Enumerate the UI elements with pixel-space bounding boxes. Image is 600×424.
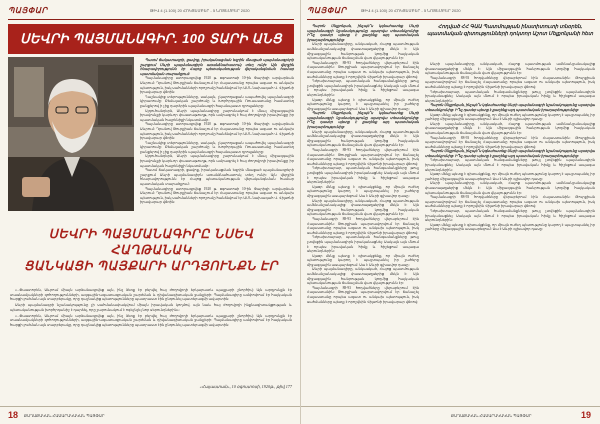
- right-header-rule: [307, 19, 595, 20]
- article-paragraph: Այդուհանդերձ, Սևրի պայմանագիրը շարունակում է մնալ միջազգային իրավունքի կարևոր փաստաթուղթ, որն ամրագրել է հայ ժողովրդի իրավունքը իր պատմական հայրենիքի նկատմամբ:: [140, 154, 294, 168]
- interview-paragraph: Պայմանագրի 88-93 հոդվածները վերաբերում էին Հայաստանին: Թուրքիան պարտավորվում էր ճանաչել Հայաստանը որպես ազատ ու անկախ պետություն, իսկ սահմանները պետք է որոշվեին Վիլսոնի իրավարար վճռով:: [425, 75, 595, 89]
- article-paragraph: Պայմանագիրը ստորագրվեց 1920 թ. օգոստոսի 10-ին Փարիզի արվարձան Սևրում: Դրանով Թուրքիան ճանաչում էր Հայաստանը որպես ազատ ու անկախ պետություն, իսկ սահմանների որոշումը հանձնվում էր ԱՄՆ նախագահ Վ. Վիլսոնի իրավարար վճռին:: [140, 122, 294, 141]
- interview-paragraph: Դժբախտաբար, պատմական հանգամանքները թույլ չտվեցին պայմանագիրն իրականացնել: Սակայն այն մնում է որպես իրավական հիմք և հիշեցում ապագա սերունդներին:: [425, 209, 595, 223]
- article-banner-title: ՍԵՎՐԻ ՊԱՅՄԱՆԱԳԻՐ. 100 ՏԱՐԻ ԱՆՑ: [8, 24, 294, 54]
- article-paragraph: Պատմ ճակատագրի, ցավոք, իրականացման եզրին մնացած պայմանագրերի շարքում Սևրի պայմանագիրն առանձնահատուկ տեղ ունի: Այն վերջին հնարավորությունն էր Հայոց պետականության վերականգնման համար պատմական տարածքում:: [140, 58, 294, 76]
- quote-paragraph: Սևրի պայմանագրի նշանակությունը չի սահմանափակվում միայն իրավական կողմով. այն նաև հայ ժողովրդի ինքնագիտակցության և պետականության խորհրդանիշ է դարձել, որը շարունակում է ոգեշնչել նոր սերունդներին»:: [10, 303, 292, 312]
- article-paragraph: Պատմ ճակատագրի, ցավոք, իրականացման եզրին մնացած պայմանագրերի շարքում Սևրի պայմանագիրն առանձնահատուկ տեղ ունի: Այն վերջին հնարավորությունն էր Հայոց պետականության վերականգնման համար պատմական տարածքում:: [140, 168, 294, 187]
- interview-paragraph: Սևրի պայմանագիրը, անկասկած, Հայոց պատմության ամենանշանակալից փաստաթղթերից մեկն է: Այն միջազգային հանրության կողմից հայկական պետականության ճանաչման վառ վկայությունն էր:: [307, 42, 419, 61]
- article-paragraph: Պայմանագիրը ստորագրվեց 1920 թ. օգոստոսի 10-ին Փարիզի արվարձան Սևրում: Դրանով Թուրքիան ճանաչում էր Հայաստանը որպես ազատ ու անկախ պետություն, իսկ սահմանների որոշումը հանձնվում էր ԱՄՆ նախագահ Վ. Վիլսոնի իրավարար վճռին:: [140, 76, 294, 95]
- article-paragraph: Պայմանագիրը ստորագրվեց 1920 թ. օգոստոսի 10-ին Փարիզի արվարձան Սևրում: Դրանով Թուրքիան ճանաչում էր Հայաստանը որպես ազատ ու անկախ պետություն, իսկ սահմանների որոշումը հանձնվում էր ԱՄՆ նախագահ Վ. Վիլսոնի իրավարար վճռին:: [140, 186, 294, 205]
- interview-paragraph: Սևրի պայմանագիրը, անկասկած, Հայոց պատմության ամենանշանակալից փաստաթղթերից մեկն է: Այն միջազգային հանրության կողմից հայկական պետականության ճանաչման վառ վկայությունն էր:: [307, 129, 419, 148]
- interview-paragraph: Պարոն Մելքոնյան, ինչպե՞ս կգնահատեք Սևրի պայմանագրի նշանակությունը այսօրվա տեսանկյունից: Ի՞նչ դասեր պետք է քաղենք այդ պատմական իրադարձությունից:: [307, 111, 419, 130]
- feature-headline: [8, 226, 294, 282]
- interview-paragraph: Պայմանագրի 88-93 հոդվածները վերաբերում էին Հայաստանին: Թուրքիան պարտավորվում էր ճանաչել Հայաստանը որպես ազատ ու անկախ պետություն, իսկ սահմանները պետք է որոշվեին Վիլսոնի իրավարար վճռով:: [307, 285, 419, 304]
- article-paragraph: Այդուհանդերձ, Սևրի պայմանագիրը շարունակում է մնալ միջազգային իրավունքի կարևոր փաստաթուղթ, որն ամրագրել է հայ ժողովրդի իրավունքը իր պատմական հայրենիքի նկատմամբ:: [140, 108, 294, 122]
- interview-paragraph: Պարոն Մելքոնյան, ինչպե՞ս կգնահատեք Սևրի պայմանագրի նշանակությունը այսօրվա տեսանկյունից: Ի՞նչ դասեր պետք է քաղենք այդ պատմական իրադարձությունից:: [425, 103, 595, 112]
- interview-paragraph: Պարոն Մելքոնյան, ինչպե՞ս կգնահատեք Սևրի պայմանագրի նշանակությունը այսօրվա տեսանկյունից: Ի՞նչ դասեր պետք է քաղենք այդ պատմական իրադարձությունից:: [307, 24, 419, 42]
- interview-paragraph: Դժբախտաբար, պատմական հանգամանքները թույլ չտվեցին պայմանագիրն իրականացնել: Սակայն այն մնում է որպես իրավական հիմք և հիշեցում ապագա սերունդներին:: [425, 89, 595, 103]
- left-header-rule: [8, 19, 294, 20]
- left-issue-line: ԹԻՎ 4 (1.100) 20 ՀՈԿՏԵՄԲԵՐ - 5 ՆՈՅԵՄԲԵՐ 2020: [150, 8, 250, 13]
- interview-paragraph: Պայմանագրի 88-93 հոդվածները վերաբերում էին Հայաստանին: Թուրքիան պարտավորվում էր ճանաչել Հայաստանը որպես ազատ ու անկախ պետություն, իսկ սահմանները պետք է որոշվեին Վիլսոնի իրավարար վճռով:: [425, 135, 595, 149]
- quote-paragraph: «...Փաստորեն, Սևրում միայն արձանագրվեց այն, ինչ ձեռք էր բերվել հայ ժողովրդի երկարատև պայքարի շնորհիվ: Այն արդյունքն էր տասնամյակների զոհողությունների, ազգային-ազատագրական շարժման և դիվանագիտական ջանքերի: Պայմանագիրը ամփոփում էր հայկական հարցի լուծման այն տարբերակը, որը դաշնակից պետությունները պատրաստ էին ընդունել պատերազմի ավարտին:: [10, 288, 292, 302]
- left-article-body: [140, 58, 294, 222]
- interview-paragraph: Պարոն Մելքոնյան, ինչպե՞ս կգնահատեք Սևրի պայմանագրի նշանակությունը այսօրվա տեսանկյունից: Ի՞նչ դասեր պետք է քաղենք այդ պատմական իրադարձությունից:: [425, 149, 595, 158]
- article-paragraph: Դաշնակից տերությունները, սակայն, չկարողացան ապահովել պայմանագրի կիրառումը: Քեմալական շարժումը և Խորհրդային Ռուսաստանը համատեղ ջանքերով ի չիք դարձրին պայմանագրի հայանպաստ դրույթները:: [140, 94, 294, 108]
- right-column-1: [307, 24, 419, 402]
- right-column-2: [425, 62, 595, 402]
- right-masthead: ՊԱՅՓԱՐ: [307, 6, 347, 15]
- interview-paragraph: Սևրի պայմանագիրը, անկասկած, Հայոց պատմության ամենանշանակալից փաստաթղթերից մեկն է: Այն միջազգային հանրության կողմից հայկական պետականության ճանաչման վառ վկայությունն էր:: [307, 198, 419, 217]
- feature-headline-line2: ՑԱՆԿԱՑԻ ՊԱՅՔԱՐԻ ԱՐԴՅՈՒՆՔՆ ԷՐ: [24, 259, 278, 273]
- interview-paragraph: Այսօր մենք պետք է գիտակցենք, որ միայն ուժեղ պետությունը կարող է պաշտպանել իր շահերը միջազգային ասպարեզում: Սա է Սևրի գլխավոր դասը:: [307, 97, 419, 111]
- quote-paragraph: «...Փաստորեն, Սևրում միայն արձանագրվեց այն, ինչ ձեռք էր բերվել հայ ժողովրդի երկարատև պայքարի շնորհիվ: Այն արդյունքն էր տասնամյակների զոհողությունների, ազգային-ազատագրական շարժման և դիվանագիտական ջանքերի: Պայմանագիրը ամփոփում էր հայկական հարցի լուծման այն տարբերակը, որը դաշնակից պետությունները պատրաստ էին ընդունել պատերազմի ավարտին:: [10, 313, 292, 327]
- interview-paragraph: Սևրի պայմանագիրը, անկասկած, Հայոց պատմության ամենանշանակալից փաստաթղթերից մեկն է: Այն միջազգային հանրության կողմից հայկական պետականության ճանաչման վառ վկայությունն էր:: [425, 121, 595, 135]
- left-masthead: ՊԱՅՓԱՐ: [8, 6, 48, 15]
- left-page-number: 18: [8, 410, 19, 420]
- interview-paragraph: Դժբախտաբար, պատմական հանգամանքները թույլ չտվեցին պայմանագիրն իրականացնել: Սակայն այն մնում է որպես իրավական հիմք և հիշեցում ապագա սերունդներին:: [307, 166, 419, 185]
- interview-paragraph: Պայմանագրի 88-93 հոդվածները վերաբերում էին Հայաստանին: Թուրքիան պարտավորվում էր ճանաչել Հայաստանը որպես ազատ ու անկախ պետություն, իսկ սահմանները պետք է որոշվեին Վիլսոնի իրավարար վճռով:: [307, 216, 419, 235]
- interview-paragraph: Այսօր մենք պետք է գիտակցենք, որ միայն ուժեղ պետությունը կարող է պաշտպանել իր շահերը միջազգային ասպարեզում: Սա է Սևրի գլխավոր դասը:: [425, 222, 595, 232]
- feature-headline-line1: ՍԵՎՐԻ ՊԱՅՄԱՆԱԳԻՐԸ ՆՍԵՎ ՀԱՂԹԱՆԱԿ: [48, 227, 254, 257]
- interview-paragraph: Պայմանագրի 88-93 հոդվածները վերաբերում էին Հայաստանին: Թուրքիան պարտավորվում էր ճանաչել Հայաստանը որպես ազատ ու անկախ պետություն, իսկ սահմանները պետք է որոշվեին Վիլսոնի իրավարար վճռով:: [425, 195, 595, 209]
- left-footer-text: ՔԱՂԱՔԱԿԱՆ-ՀԱՍԱՐԱԿԱԿԱՆ ՊԱՅՓԱՐ: [24, 413, 105, 418]
- interview-paragraph: Դժբախտաբար, պատմական հանգամանքները թույլ չտվեցին պայմանագիրն իրականացնել: Սակայն այն մնում է որպես իրավական հիմք և հիշեցում ապագա սերունդներին:: [425, 158, 595, 172]
- left-footer: [0, 406, 300, 420]
- interview-paragraph: Պայմանագրի 88-93 հոդվածները վերաբերում էին Հայաստանին: Թուրքիան պարտավորվում էր ճանաչել Հայաստանը որպես ազատ ու անկախ պետություն, իսկ սահմանները պետք է որոշվեին Վիլսոնի իրավարար վճռով:: [307, 148, 419, 166]
- interview-paragraph: Այսօր մենք պետք է գիտակցենք, որ միայն ուժեղ պետությունը կարող է պաշտպանել իր շահերը միջազգային ասպարեզում: Սա է Սևրի գլխավոր դասը:: [425, 112, 595, 122]
- interview-subhead: Հոդված ՀՀ ԳԱԱ Պատմության ինստիտուտի տնօրեն, պատմական գիտությունների դոկտոր Աշոտ Մելքոնյանի հետ: [426, 24, 593, 37]
- portrait-illustration: [8, 57, 134, 211]
- interview-paragraph: Դժբախտաբար, պատմական հանգամանքները թույլ չտվեցին պայմանագիրն իրականացնել: Սակայն այն մնում է որպես իրավական հիմք և հիշեցում ապագա սերունդներին:: [307, 79, 419, 97]
- interview-paragraph: Այսօր մենք պետք է գիտակցենք, որ միայն ուժեղ պետությունը կարող է պաշտպանել իր շահերը միջազգային ասպարեզում: Սա է Սևրի գլխավոր դասը:: [307, 253, 419, 267]
- interview-paragraph: Պայմանագրի 88-93 հոդվածները վերաբերում էին Հայաստանին: Թուրքիան պարտավորվում էր ճանաչել Հայաստանը որպես ազատ ու անկախ պետություն, իսկ սահմանները պետք է որոշվեին Վիլսոնի իրավարար վճռով:: [307, 60, 419, 79]
- quote-source: «Հայաստան», 10 օգոստոսի, 1920թ., թիվ 177: [199, 384, 292, 389]
- right-issue-line: ԹԻՎ 4 (1.100) 20 ՀՈԿՏԵՄԲԵՐ - 5 ՆՈՅԵՄԲԵՐ 2020: [361, 8, 461, 13]
- interview-paragraph: Դժբախտաբար, պատմական հանգամանքները թույլ չտվեցին պայմանագիրն իրականացնել: Սակայն այն մնում է որպես իրավական հիմք և հիշեցում ապագա սերունդներին:: [307, 235, 419, 254]
- interview-paragraph: Այսօր մենք պետք է գիտակցենք, որ միայն ուժեղ պետությունը կարող է պաշտպանել իր շահերը միջազգային ասպարեզում: Սա է Սևրի գլխավոր դասը:: [307, 184, 419, 198]
- right-page: [300, 0, 600, 424]
- interview-paragraph: Սևրի պայմանագիրը, անկասկած, Հայոց պատմության ամենանշանակալից փաստաթղթերից մեկն է: Այն միջազգային հանրության կողմից հայկական պետականության ճանաչման վառ վկայությունն էր:: [307, 267, 419, 286]
- quote-block: [10, 288, 292, 396]
- interview-paragraph: Սևրի պայմանագիրը, անկասկած, Հայոց պատմության ամենանշանակալից փաստաթղթերից մեկն է: Այն միջազգային հանրության կողմից հայկական պետականության ճանաչման վառ վկայությունն էր:: [425, 62, 595, 76]
- author-photo: [8, 57, 134, 211]
- interview-paragraph: Այսօր մենք պետք է գիտակցենք, որ միայն ուժեղ պետությունը կարող է պաշտպանել իր շահերը միջազգային ասպարեզում: Սա է Սևրի գլխավոր դասը:: [425, 172, 595, 181]
- right-footer: [301, 406, 600, 420]
- article-paragraph: Դաշնակից տերությունները, սակայն, չկարողացան ապահովել պայմանագրի կիրառումը: Քեմալական շարժումը և Խորհրդային Ռուսաստանը համատեղ ջանքերով ի չիք դարձրին պայմանագրի հայանպաստ դրույթները:: [140, 140, 294, 154]
- right-footer-text: ՔԱՂԱՔԱԿԱՆ-ՀԱՍԱՐԱԿԱԿԱՆ ՊԱՅՓԱՐ: [451, 413, 532, 418]
- interview-paragraph: Սևրի պայմանագիրը, անկասկած, Հայոց պատմության ամենանշանակալից փաստաթղթերից մեկն է: Այն միջազգային հանրության կողմից հայկական պետականության ճանաչման վառ վկայությունն էր:: [425, 181, 595, 195]
- right-page-number: 19: [581, 410, 592, 420]
